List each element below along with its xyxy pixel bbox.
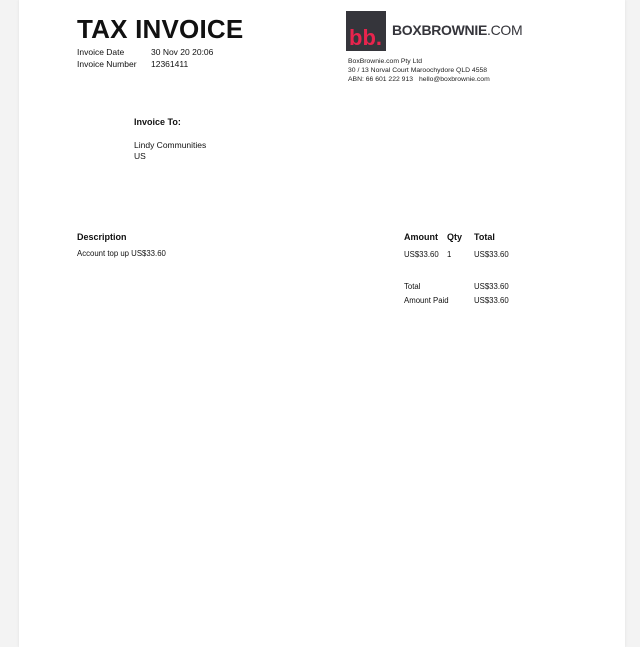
bill-to-heading: Invoice To: bbox=[134, 117, 181, 127]
invoice-title: TAX INVOICE bbox=[77, 14, 244, 44]
summary-paid-label: Amount Paid bbox=[404, 296, 449, 305]
row-amount: US$33.60 bbox=[404, 250, 439, 259]
summary-paid-value: US$33.60 bbox=[474, 296, 509, 305]
header-amount: Amount bbox=[404, 232, 438, 242]
brand-main: BOXBROWNIE bbox=[392, 22, 488, 38]
invoice-date-value: 30 Nov 20 20:06 bbox=[151, 47, 214, 57]
svg-text:bb.: bb. bbox=[349, 25, 382, 50]
header-total: Total bbox=[474, 232, 495, 242]
invoice-date-label: Invoice Date bbox=[77, 47, 125, 57]
company-abn: ABN: 66 601 222 913 bbox=[348, 76, 413, 83]
summary-total-label: Total bbox=[404, 282, 421, 291]
header-qty: Qty bbox=[447, 232, 463, 242]
brand-name bbox=[392, 22, 522, 38]
row-qty: 1 bbox=[447, 250, 452, 259]
brand-suffix: .COM bbox=[487, 22, 523, 38]
bb-logo-icon bbox=[346, 11, 386, 51]
summary-total-value: US$33.60 bbox=[474, 282, 509, 291]
company-email: hello@boxbrownie.com bbox=[419, 76, 490, 83]
invoice-page bbox=[19, 0, 625, 647]
company-logo bbox=[346, 11, 386, 51]
header-description: Description bbox=[77, 232, 127, 242]
row-description: Account top up US$33.60 bbox=[77, 249, 166, 258]
bill-to-name: Lindy Communities bbox=[134, 140, 207, 150]
company-address: 30 / 13 Norval Court Maroochydore QLD 4558 bbox=[348, 67, 488, 74]
company-contact bbox=[348, 76, 490, 83]
invoice-number-value: 12361411 bbox=[151, 59, 189, 69]
row-total: US$33.60 bbox=[474, 250, 509, 259]
invoice-number-label: Invoice Number bbox=[77, 59, 137, 69]
company-name: BoxBrownie.com Pty Ltd bbox=[348, 58, 423, 65]
bill-to-country: US bbox=[134, 151, 146, 161]
